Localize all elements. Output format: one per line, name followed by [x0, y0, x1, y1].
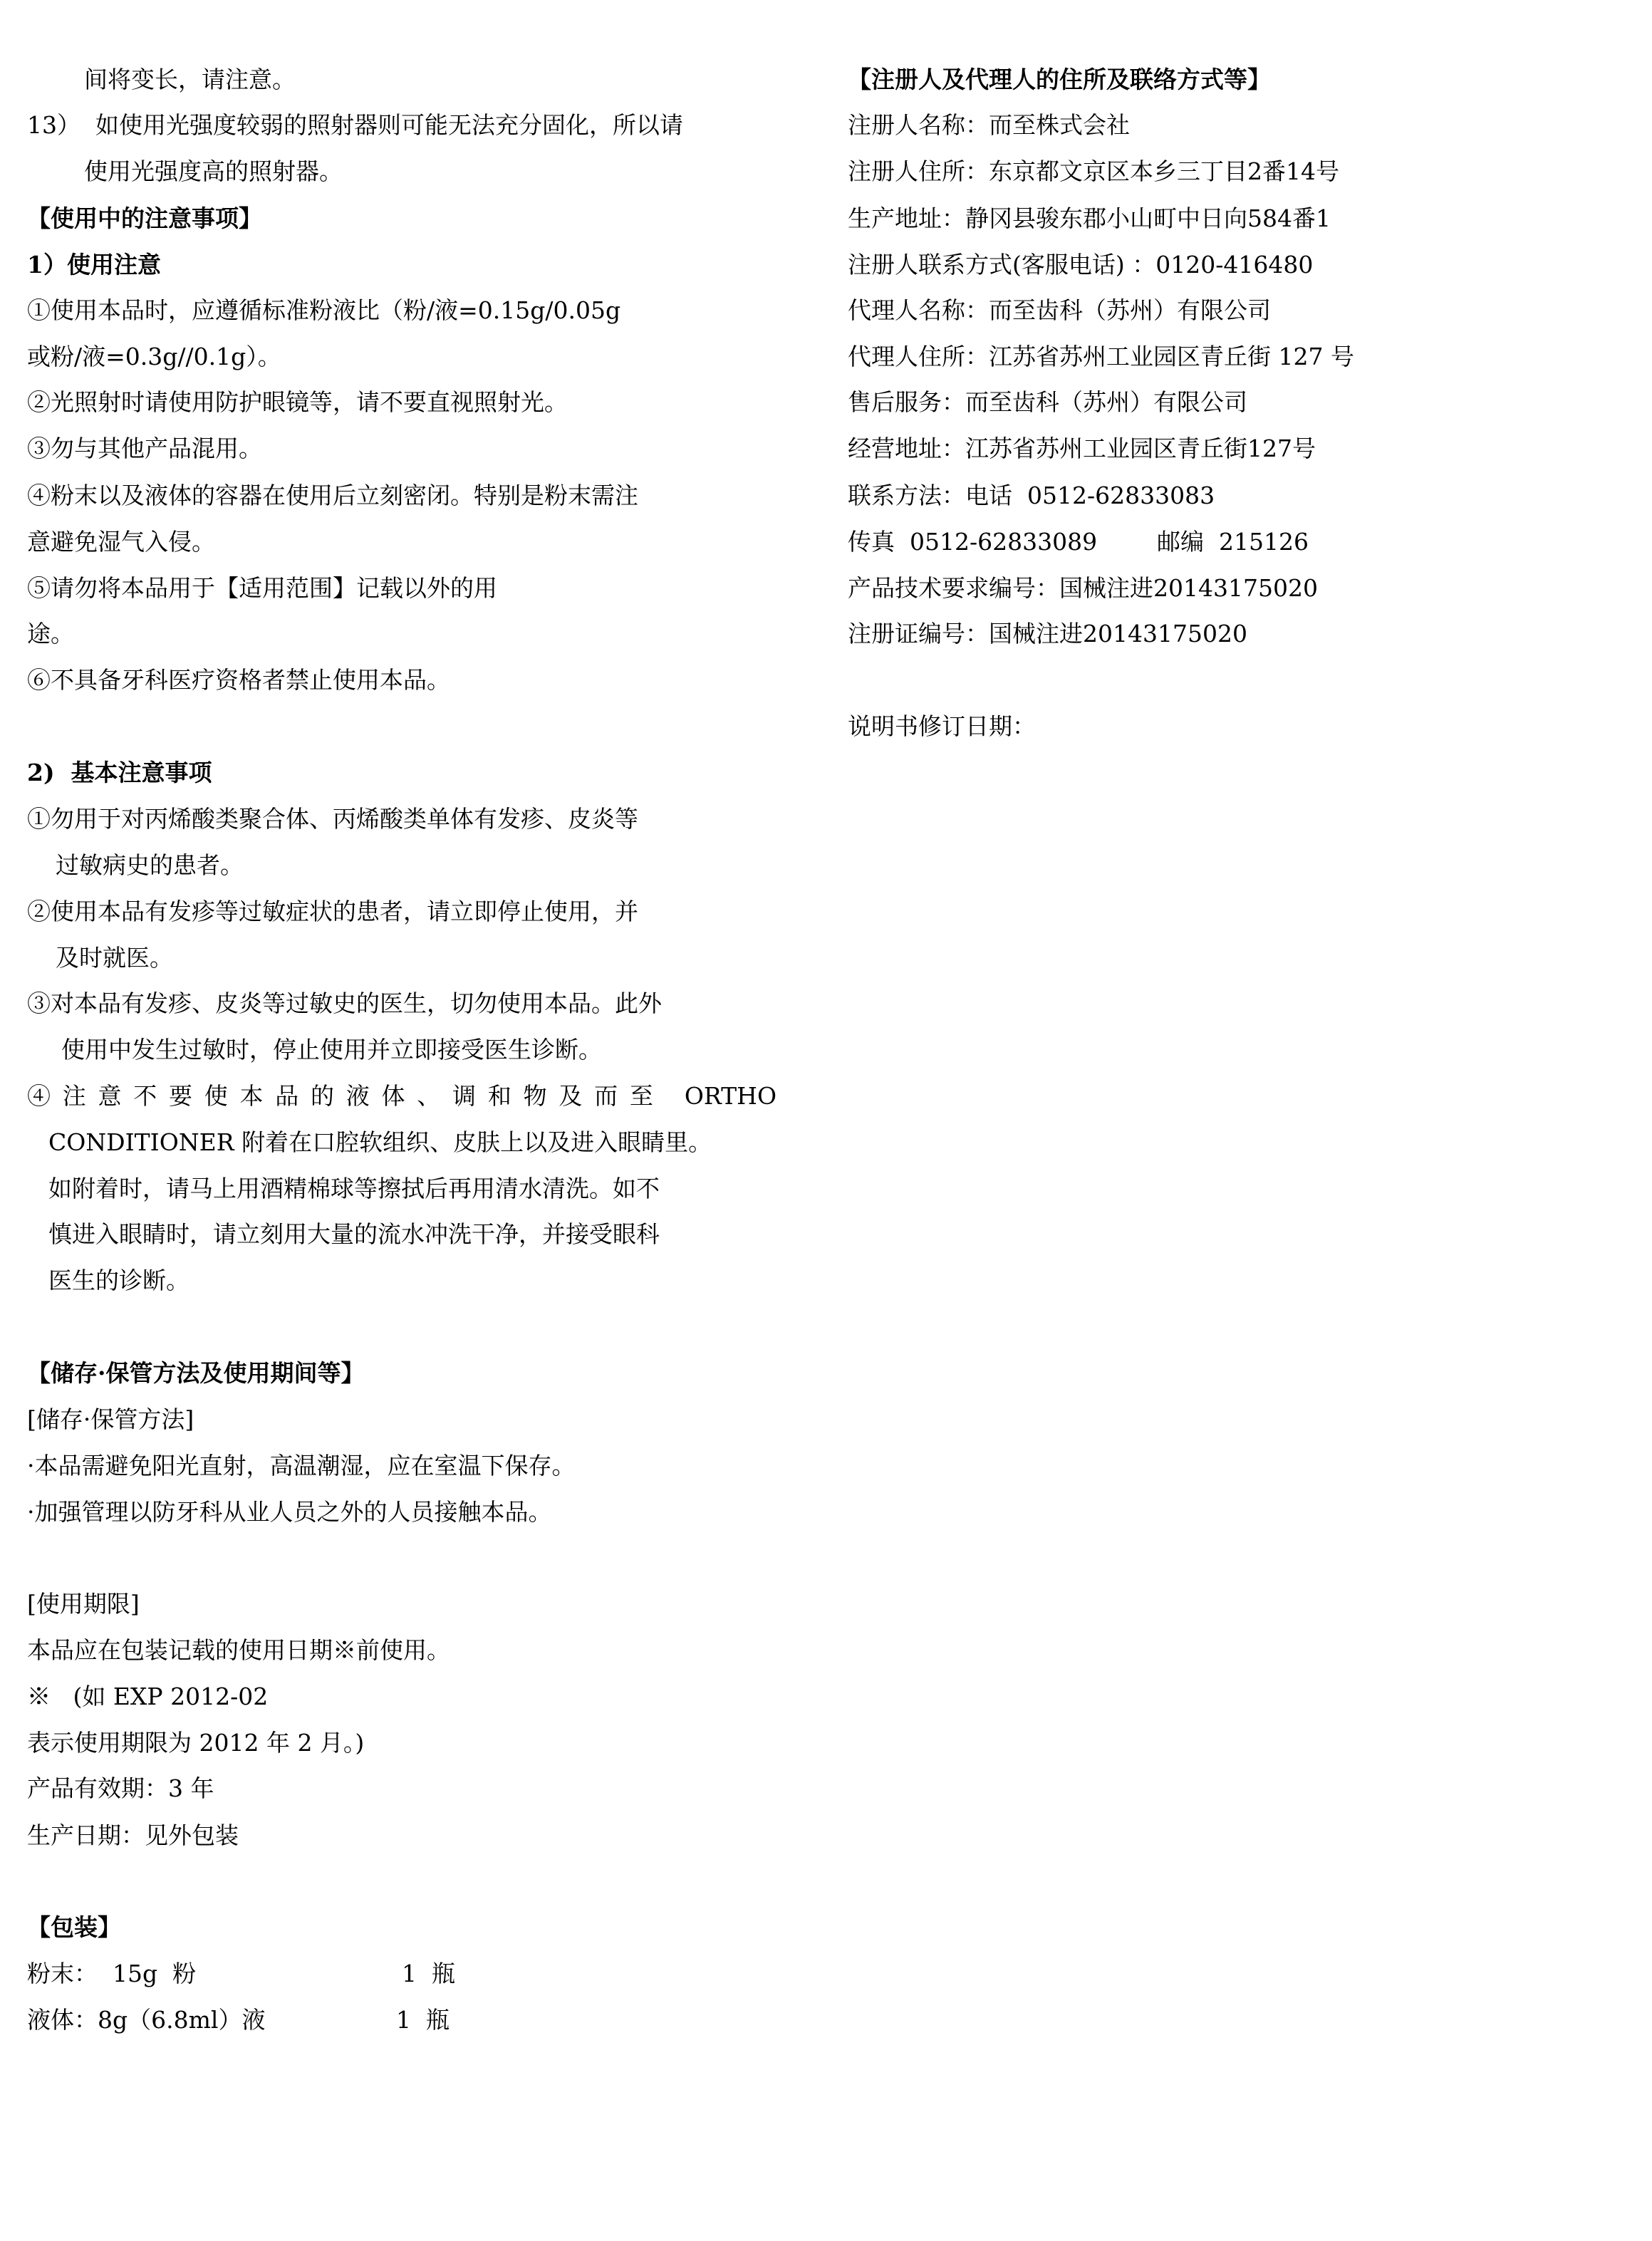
text-line: 注册证编号：国械注进20143175020 [848, 620, 1247, 648]
text-line: ④注意不要使本品的液体、调和物及而至 ORTHO [27, 1082, 776, 1110]
text-line: ④粉末以及液体的容器在使用后立刻密闭。特别是粉末需注 [27, 482, 638, 509]
text-line: 使用光强度高的照射器。 [84, 157, 343, 185]
text-line: 13） 如使用光强度较弱的照射器则可能无法充分固化，所以请 [27, 111, 683, 139]
text-line: ·本品需避免阳光直射，高温潮湿，应在室温下保存。 [27, 1452, 576, 1480]
package-item-quantity: 1 瓶 [396, 2006, 450, 2034]
text-line: ⑤请勿将本品用于【适用范围】记载以外的用 [27, 574, 497, 602]
text-line: 代理人名称：而至齿科（苏州）有限公司 [848, 296, 1271, 324]
text-line: 生产日期：见外包装 [27, 1821, 239, 1849]
text-line: ②使用本品有发疹等过敏症状的患者，请立即停止使用，并 [27, 898, 638, 925]
text-line: 如附着时，请马上用酒精棉球等擦拭后再用清水清洗。如不 [48, 1175, 660, 1202]
text-line: 及时就医。 [56, 944, 173, 972]
package-item-quantity: 1 瓶 [402, 1960, 455, 1987]
text-line: ③对本品有发疹、皮炎等过敏史的医生，切勿使用本品。此外 [27, 989, 662, 1017]
text-line: 慎进入眼睛时，请立刻用大量的流水冲洗干净，并接受眼科 [48, 1220, 660, 1248]
section-heading-packaging: 【包装】 [27, 1913, 121, 1941]
subheading-usage-notes: 1）使用注意 [27, 251, 161, 279]
text-line: 产品有效期：3 年 [27, 1774, 214, 1802]
subheading-basic-notes: 2) 基本注意事项 [27, 759, 212, 786]
text-line: 注册人名称：而至株式会社 [848, 111, 1130, 139]
text-line: 使用中发生过敏时，停止使用并立即接受医生诊断。 [61, 1036, 602, 1064]
text-line: ①勿用于对丙烯酸类聚合体、丙烯酸类单体有发疹、皮炎等 [27, 805, 638, 833]
text-line: 售后服务：而至齿科（苏州）有限公司 [848, 388, 1247, 416]
text-line: 医生的诊断。 [48, 1267, 189, 1294]
section-heading-usage-precautions: 【使用中的注意事项】 [27, 204, 262, 232]
text-line: 注册人联系方式(客服电话) ：0120-416480 [848, 251, 1314, 279]
section-heading-storage: 【储存·保管方法及使用期间等】 [27, 1359, 365, 1387]
text-line: ·加强管理以防牙科从业人员之外的人员接触本品。 [27, 1498, 552, 1526]
subheading-storage-method: [储存·保管方法] [27, 1405, 194, 1433]
section-heading-registrant-contacts: 【注册人及代理人的住所及联络方式等】 [848, 66, 1271, 93]
text-line: 经营地址：江苏省苏州工业园区青丘街127号 [848, 435, 1316, 462]
text-line: 联系方法：电话 0512-62833083 [848, 482, 1215, 509]
subheading-expiry: [使用期限] [27, 1590, 140, 1618]
text-line: CONDITIONER 附着在口腔软组织、皮肤上以及进入眼睛里。 [48, 1128, 712, 1156]
package-item-label: 液体：8g（6.8ml）液 [27, 2006, 266, 2034]
text-line: 注册人住所：东京都文京区本乡三丁目2番14号 [848, 157, 1339, 185]
text-line: ⑥不具备牙科医疗资格者禁止使用本品。 [27, 666, 450, 694]
text-line: ③勿与其他产品混用。 [27, 435, 262, 462]
text-line: ※ (如 EXP 2012-02 [27, 1683, 269, 1710]
text-line: 本品应在包装记载的使用日期※前使用。 [27, 1636, 450, 1664]
package-item-label: 粉末： 15g 粉 [27, 1960, 197, 1987]
text-line: 代理人住所：江苏省苏州工业园区青丘街 127 号 [848, 343, 1354, 370]
text-line: 生产地址：静冈县骏东郡小山町中日向584番1 [848, 204, 1331, 232]
text-line: 或粉/液=0.3g//0.1g）。 [27, 343, 281, 370]
text-line: 传真 0512-62833089 邮编 215126 [848, 528, 1309, 556]
text-line: 过敏病史的患者。 [56, 851, 244, 879]
text-line: ②光照射时请使用防护眼镜等，请不要直视照射光。 [27, 388, 568, 416]
text-line: ①使用本品时，应遵循标准粉液比（粉/液=0.15g/0.05g [27, 296, 621, 324]
revision-date-label: 说明书修订日期： [848, 712, 1036, 740]
text-line: 间将变长，请注意。 [84, 66, 296, 93]
text-line: 表示使用期限为 2012 年 2 月。) [27, 1729, 365, 1757]
text-line: 产品技术要求编号：国械注进20143175020 [848, 574, 1318, 602]
text-line: 意避免湿气入侵。 [27, 528, 215, 556]
text-line: 途。 [27, 620, 74, 648]
